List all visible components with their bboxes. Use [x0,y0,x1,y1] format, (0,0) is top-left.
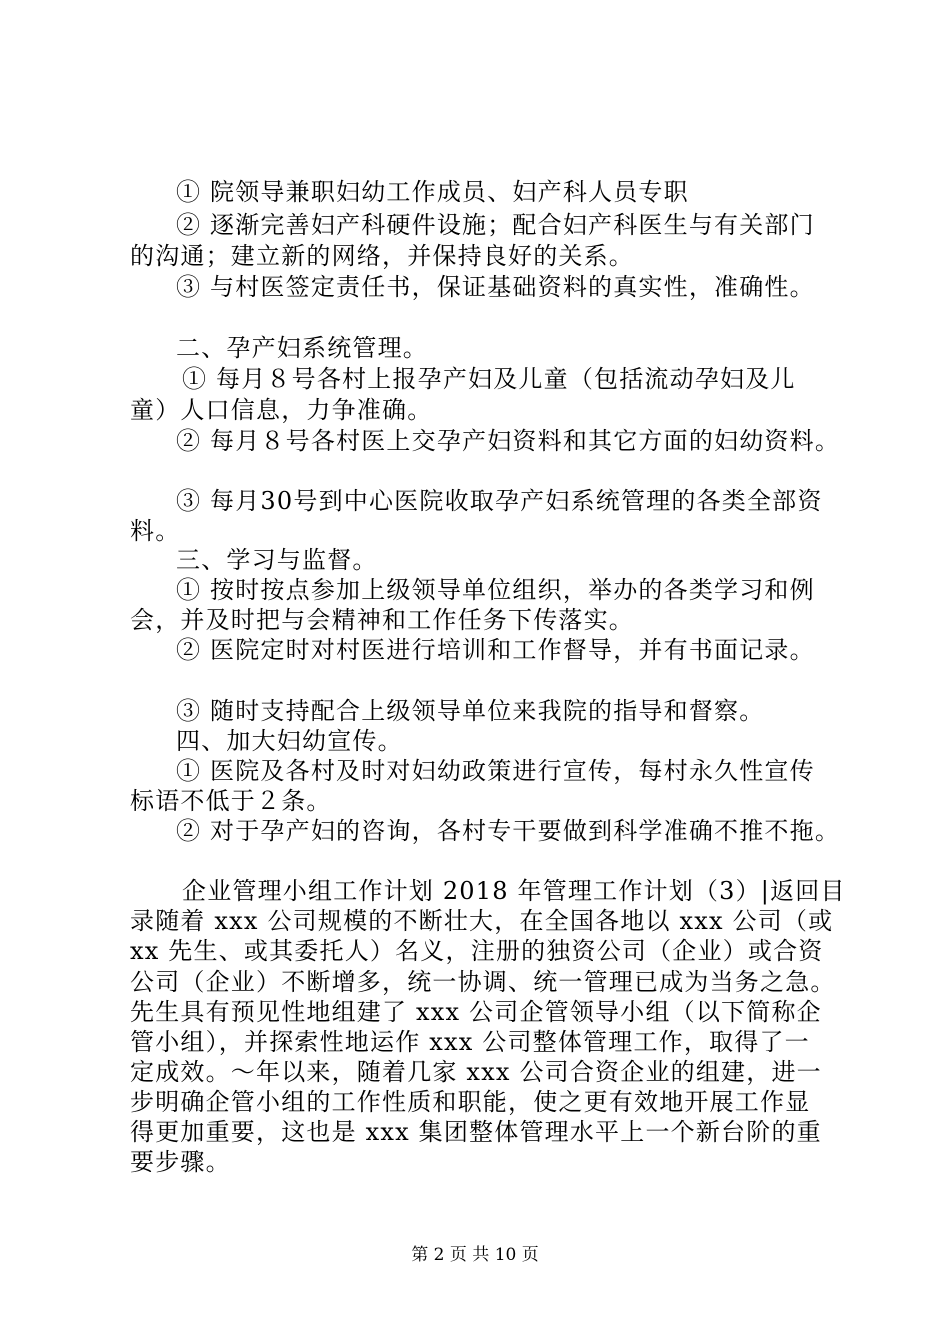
body-line-20: 企业管理小组工作计划 2018 年管理工作计划（3）|返回目 [182,877,846,905]
body-line-15: ③ 随时支持配合上级领导单位来我院的指导和督察。 [176,697,765,725]
body-line-22: xx 先生、或其委托人）名义，注册的独资公司（企业）或合资 [130,937,824,965]
body-line-21: 录随着 xxx 公司规模的不断壮大，在全国各地以 xxx 公司（或 [130,907,834,935]
body-line-19: ② 对于孕产妇的咨询，各村专干要做到科学准确不推不拖。 [176,817,841,845]
section-heading-3: 三、学习与监督。 [176,546,378,574]
body-line-27: 步明确企管小组的工作性质和职能，使之更有效地开展工作显 [130,1088,811,1116]
body-line-28: 得更加重要，这也是 xxx 集团整体管理水平上一个新台阶的重 [130,1118,822,1146]
body-line-1: ① 院领导兼职妇幼工作成员、妇产科人员专职 [176,178,689,206]
section-heading-2: 二、孕产妇系统管理。 [176,334,428,362]
body-line-17: ① 医院及各村及时对妇幼政策进行宣传，每村永久性宣传 [176,757,815,785]
page-footer: 第 2 页 共 10 页 [411,1245,539,1265]
body-line-18: 标语不低于２条。 [130,787,332,815]
body-line-6: ① 每月８号各村上报孕产妇及儿童（包括流动孕妇及儿 [182,365,796,393]
body-line-13: 会，并及时把与会精神和工作任务下传落实。 [130,606,634,634]
body-line-26: 定成效。～年以来，随着几家 xxx 公司合资企业的组建，进一 [130,1058,822,1086]
body-line-24: 先生具有预见性地组建了 xxx 公司企管领导小组（以下简称企 [130,998,822,1026]
body-line-8: ② 每月８号各村医上交孕产妇资料和其它方面的妇幼资料。 [176,427,841,455]
section-heading-4: 四、加大妇幼宣传。 [176,727,403,755]
body-line-3: 的沟通；建立新的网络，并保持良好的关系。 [130,242,634,270]
body-line-10: 料。 [130,517,181,545]
body-line-7: 童）人口信息，力争准确。 [130,396,433,424]
body-line-12: ① 按时按点参加上级领导单位组织，举办的各类学习和例 [176,576,815,604]
body-line-2: ② 逐渐完善妇产科硬件设施；配合妇产科医生与有关部门 [176,211,815,239]
body-line-9: ③ 每月30号到中心医院收取孕产妇系统管理的各类全部资 [176,487,823,515]
body-line-29: 要步骤。 [130,1148,231,1176]
body-line-23: 公司（企业）不断增多，统一协调、统一管理已成为当务之急。 [130,968,836,996]
body-line-25: 管小组），并探索性地运作 xxx 公司整体管理工作，取得了一 [130,1028,810,1056]
body-line-4: ③ 与村医签定责任书，保证基础资料的真实性，准确性。 [176,273,815,301]
body-line-14: ② 医院定时对村医进行培训和工作督导，并有书面记录。 [176,636,815,664]
